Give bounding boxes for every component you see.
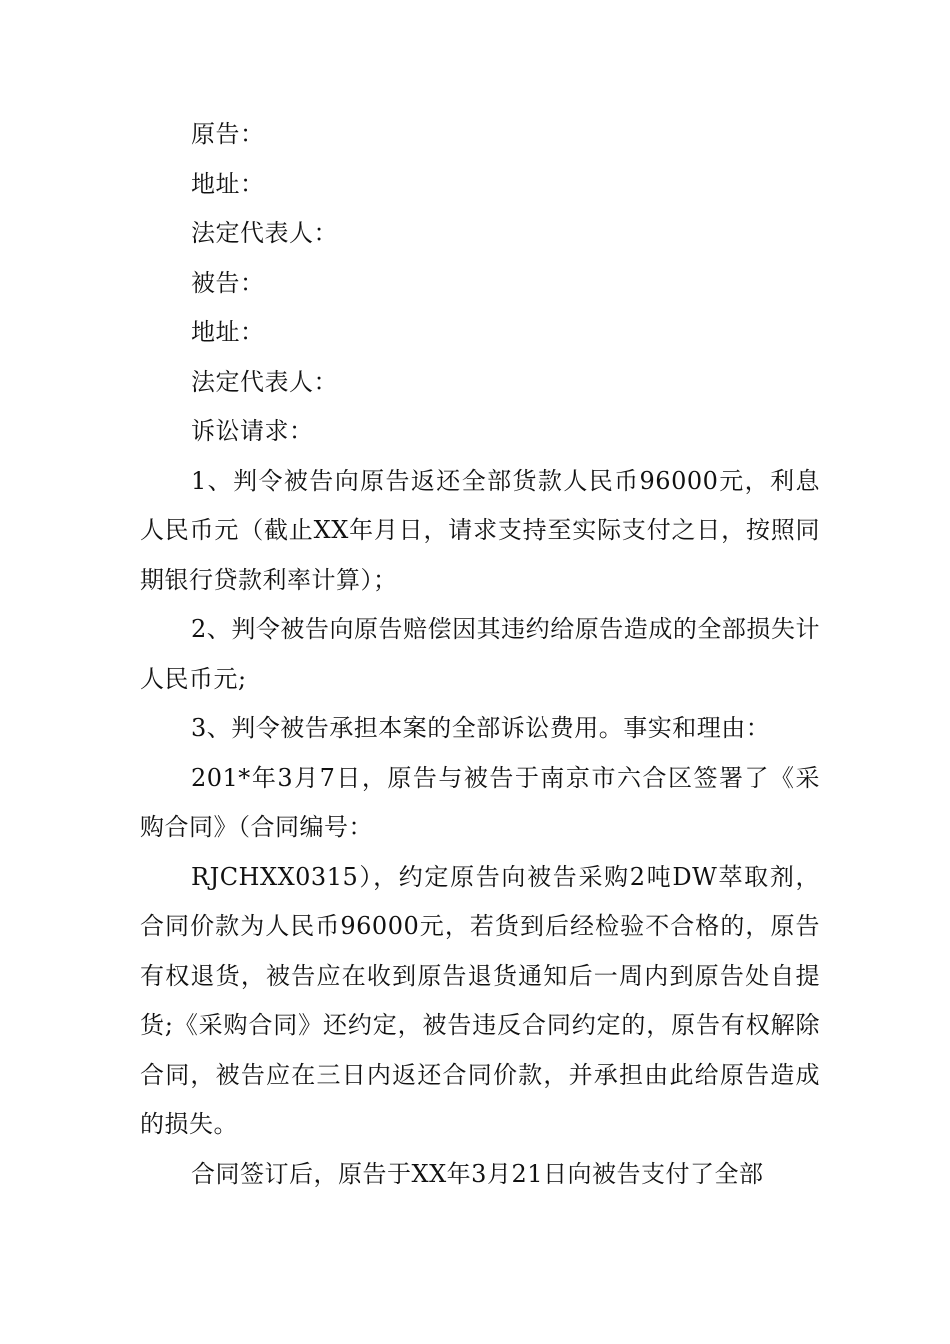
claim-3-paragraph: 3、判令被告承担本案的全部诉讼费用。事实和理由： — [191, 714, 771, 742]
defendant-representative-label: 法定代表人： — [191, 367, 338, 396]
claim-2-paragraph: 2、判令被告向原告赔偿因其违约给原告造成的全部损失计人民币元; — [140, 615, 820, 693]
plaintiff-label: 原告： — [191, 120, 265, 148]
facts-paragraph-2: RJCHXX0315），约定原告向被告采购2吨DW萃取剂，合同价款为人民币96000元，若货到后经检验不合格的，原告有权退货，被告应在收到原告退货通知后一周内到原告处自提货;《采购合同》还约定，被告违反合同约定的，原告有权解除合同，被告应在三日内返还合同价款，并承担由此给原告造成的损失。 — [140, 862, 820, 1138]
plaintiff-representative-label: 法定代表人： — [191, 219, 338, 247]
defendant-address-label: 地址： — [191, 318, 265, 346]
facts-paragraph-1: 201*年3月7日，原告与被告于南京市六合区签署了《采购合同》（合同编号： — [140, 763, 820, 841]
document-body — [140, 110, 820, 1199]
claim-1-paragraph: 1、判令被告向原告返还全部货款人民币96000元，利息人民币元（截止XX年月日，请求支持至实际支付之日，按照同期银行贷款利率计算）； — [140, 466, 820, 594]
claims-heading: 诉讼请求： — [191, 417, 314, 445]
plaintiff-address-label: 地址： — [191, 169, 265, 198]
facts-paragraph-3: 合同签订后，原告于XX年3月21日向被告支付了全部 — [191, 1159, 764, 1188]
defendant-label: 被告： — [191, 268, 265, 297]
